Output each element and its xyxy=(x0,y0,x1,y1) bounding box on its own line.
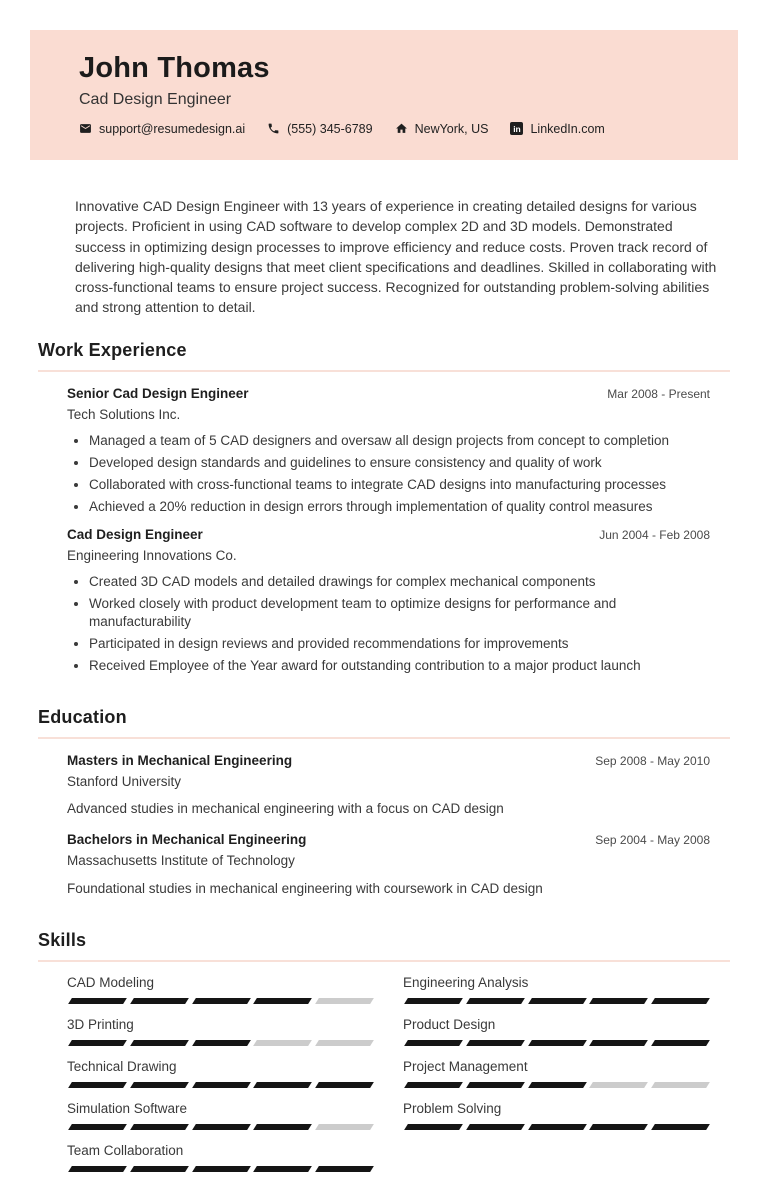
contact-linkedin-text: LinkedIn.com xyxy=(530,121,605,136)
job-bullet: • Created 3D CAD models and detailed drawings for complex mechanical components xyxy=(89,573,709,591)
skill-rating-bar xyxy=(403,1040,708,1046)
candidate-title: Cad Design Engineer xyxy=(79,90,232,108)
job-entry-head xyxy=(67,526,730,544)
job-entry-head xyxy=(67,385,730,403)
candidate-name: John Thomas xyxy=(79,52,270,84)
contact-email[interactable] xyxy=(79,122,245,136)
skill-item xyxy=(67,975,372,1004)
skill-bar-segment xyxy=(528,998,587,1004)
skill-bar-segment xyxy=(315,998,374,1004)
education-entry-head xyxy=(67,752,730,770)
job-bullet: • Worked closely with product development team to optimize designs for performance and manufacturability xyxy=(89,595,709,630)
skill-bar-segment xyxy=(315,1166,374,1172)
resume-header xyxy=(30,30,738,160)
contact-location[interactable] xyxy=(395,122,489,136)
skill-item xyxy=(67,1143,372,1172)
skill-bar-segment xyxy=(68,998,127,1004)
skill-bar-segment xyxy=(130,1040,189,1046)
skill-bar-segment xyxy=(651,998,710,1004)
job-entry xyxy=(67,385,730,516)
skill-item xyxy=(403,1059,708,1088)
education-dates: Sep 2004 - May 2008 xyxy=(595,833,710,848)
section-skills xyxy=(38,930,730,1185)
skill-bar-segment xyxy=(404,998,463,1004)
skill-bar-segment xyxy=(590,1082,649,1088)
education-description: Foundational studies in mechanical engineering with coursework in CAD design xyxy=(67,880,543,896)
contact-linkedin[interactable] xyxy=(510,122,604,136)
phone-icon xyxy=(267,122,280,135)
skill-rating-bar xyxy=(67,1124,372,1130)
skill-item xyxy=(67,1059,372,1088)
job-bullet: • Managed a team of 5 CAD designers and oversaw all design projects from concept to completion xyxy=(89,432,709,450)
education-entry xyxy=(67,831,730,898)
skill-rating-bar xyxy=(67,1040,372,1046)
contact-row xyxy=(79,122,689,136)
job-bullet: • Received Employee of the Year award for outstanding contribution to a major product launch xyxy=(89,657,709,675)
skill-rating-bar xyxy=(403,1082,708,1088)
skill-label: 3D Printing xyxy=(67,1016,134,1032)
skill-bar-segment xyxy=(192,1124,251,1130)
skill-rating-bar xyxy=(403,998,708,1004)
section-education xyxy=(38,707,730,898)
contact-location-text: NewYork, US xyxy=(414,121,489,136)
skill-bar-segment xyxy=(528,1124,587,1130)
skill-label: Technical Drawing xyxy=(67,1058,177,1074)
job-bullet: • Collaborated with cross-functional teams to integrate CAD designs into manufacturing processes xyxy=(89,476,709,494)
skill-bar-segment xyxy=(130,1124,189,1130)
job-bullet-list xyxy=(67,573,730,674)
skills-heading: Skills xyxy=(38,930,730,962)
skill-bar-segment xyxy=(192,998,251,1004)
resume-content xyxy=(30,196,738,1185)
degree-title: Bachelors in Mechanical Engineering xyxy=(67,832,307,848)
education-entry xyxy=(67,752,730,819)
skill-label: Product Design xyxy=(403,1016,496,1032)
skill-rating-bar xyxy=(403,1124,708,1130)
skill-label: Simulation Software xyxy=(67,1100,188,1116)
skill-bar-segment xyxy=(404,1124,463,1130)
skill-bar-segment xyxy=(130,1082,189,1088)
skill-bar-segment xyxy=(68,1124,127,1130)
skill-bar-segment xyxy=(651,1040,710,1046)
skill-item xyxy=(67,1017,372,1046)
skill-bar-segment xyxy=(130,998,189,1004)
linkedin-icon: in xyxy=(510,122,523,135)
job-dates: Mar 2008 - Present xyxy=(607,386,710,401)
skill-bar-segment xyxy=(466,1124,525,1130)
skill-bar-segment xyxy=(315,1124,374,1130)
summary-paragraph: Innovative CAD Design Engineer with 13 years of experience in creating detailed designs for various projects. Proficient in using CAD software to develop complex 2D and 3D models. Demonstrated success in optimizing design processes to improve efficiency and reduce costs. Proven track record of delivering high-quality designs that meet client specifications and deadlines. Skilled in collaborating with cross-functional teams to ensure project success. Recognized for outstanding problem-solving abilities and strong attention to detail. xyxy=(75,198,717,316)
skill-bar-segment xyxy=(192,1166,251,1172)
skill-bar-segment xyxy=(466,1040,525,1046)
skill-label: Project Management xyxy=(403,1058,528,1074)
skill-bar-segment xyxy=(254,1124,313,1130)
job-bullet: • Developed design standards and guidelines to ensure consistency and quality of work xyxy=(89,454,709,472)
skills-grid xyxy=(67,975,730,1185)
skill-bar-segment xyxy=(528,1082,587,1088)
skill-item xyxy=(67,1101,372,1130)
skills-column-left xyxy=(67,975,372,1185)
skill-rating-bar xyxy=(67,1082,372,1088)
skill-bar-segment xyxy=(68,1082,127,1088)
contact-phone[interactable] xyxy=(267,122,372,136)
skill-rating-bar xyxy=(67,1166,372,1172)
section-work-experience xyxy=(38,340,730,675)
education-description: Advanced studies in mechanical engineering with a focus on CAD design xyxy=(67,801,504,817)
skill-label: CAD Modeling xyxy=(67,974,155,990)
skill-bar-segment xyxy=(254,1082,313,1088)
skill-bar-segment xyxy=(254,1040,313,1046)
skill-bar-segment xyxy=(315,1082,374,1088)
skill-bar-segment xyxy=(254,998,313,1004)
skill-bar-segment xyxy=(68,1166,127,1172)
contact-email-text: support@resumedesign.ai xyxy=(99,121,246,136)
skills-column-right xyxy=(403,975,708,1185)
skill-bar-segment xyxy=(466,1082,525,1088)
education-dates: Sep 2008 - May 2010 xyxy=(595,753,710,768)
school-name: Massachusetts Institute of Technology xyxy=(67,853,295,869)
skill-bar-segment xyxy=(315,1040,374,1046)
work-experience-body xyxy=(67,385,730,675)
skill-bar-segment xyxy=(651,1082,710,1088)
skill-bar-segment xyxy=(68,1040,127,1046)
degree-title: Masters in Mechanical Engineering xyxy=(67,752,293,768)
contact-phone-text: (555) 345-6789 xyxy=(287,121,373,136)
skill-bar-segment xyxy=(590,1124,649,1130)
skill-bar-segment xyxy=(590,998,649,1004)
education-entry-head xyxy=(67,831,730,849)
skill-label: Engineering Analysis xyxy=(403,974,529,990)
skill-bar-segment xyxy=(254,1166,313,1172)
job-entry xyxy=(67,526,730,675)
skill-rating-bar xyxy=(67,998,372,1004)
skill-bar-segment xyxy=(130,1166,189,1172)
job-company: Engineering Innovations Co. xyxy=(67,548,237,564)
job-bullet: • Achieved a 20% reduction in design errors through implementation of quality control measures xyxy=(89,498,709,516)
school-name: Stanford University xyxy=(67,773,182,789)
email-icon xyxy=(79,122,92,135)
skill-bar-segment xyxy=(192,1040,251,1046)
skill-bar-segment xyxy=(590,1040,649,1046)
education-body xyxy=(67,752,730,898)
skill-bar-segment xyxy=(404,1082,463,1088)
education-heading: Education xyxy=(38,707,730,739)
skill-bar-segment xyxy=(404,1040,463,1046)
skill-bar-segment xyxy=(466,998,525,1004)
skill-item xyxy=(403,975,708,1004)
skill-item xyxy=(403,1101,708,1130)
home-icon xyxy=(395,122,408,135)
job-company: Tech Solutions Inc. xyxy=(67,407,181,422)
job-title: Senior Cad Design Engineer xyxy=(67,385,249,401)
skill-item xyxy=(403,1017,708,1046)
work-experience-heading: Work Experience xyxy=(38,340,730,372)
job-bullet-list xyxy=(67,432,730,516)
job-title: Cad Design Engineer xyxy=(67,526,203,542)
job-bullet: • Participated in design reviews and provided recommendations for improvements xyxy=(89,635,709,653)
skill-label: Team Collaboration xyxy=(67,1142,184,1158)
skill-bar-segment xyxy=(192,1082,251,1088)
skill-label: Problem Solving xyxy=(403,1100,502,1116)
skill-bar-segment xyxy=(651,1124,710,1130)
skill-bar-segment xyxy=(528,1040,587,1046)
job-dates: Jun 2004 - Feb 2008 xyxy=(599,527,710,542)
